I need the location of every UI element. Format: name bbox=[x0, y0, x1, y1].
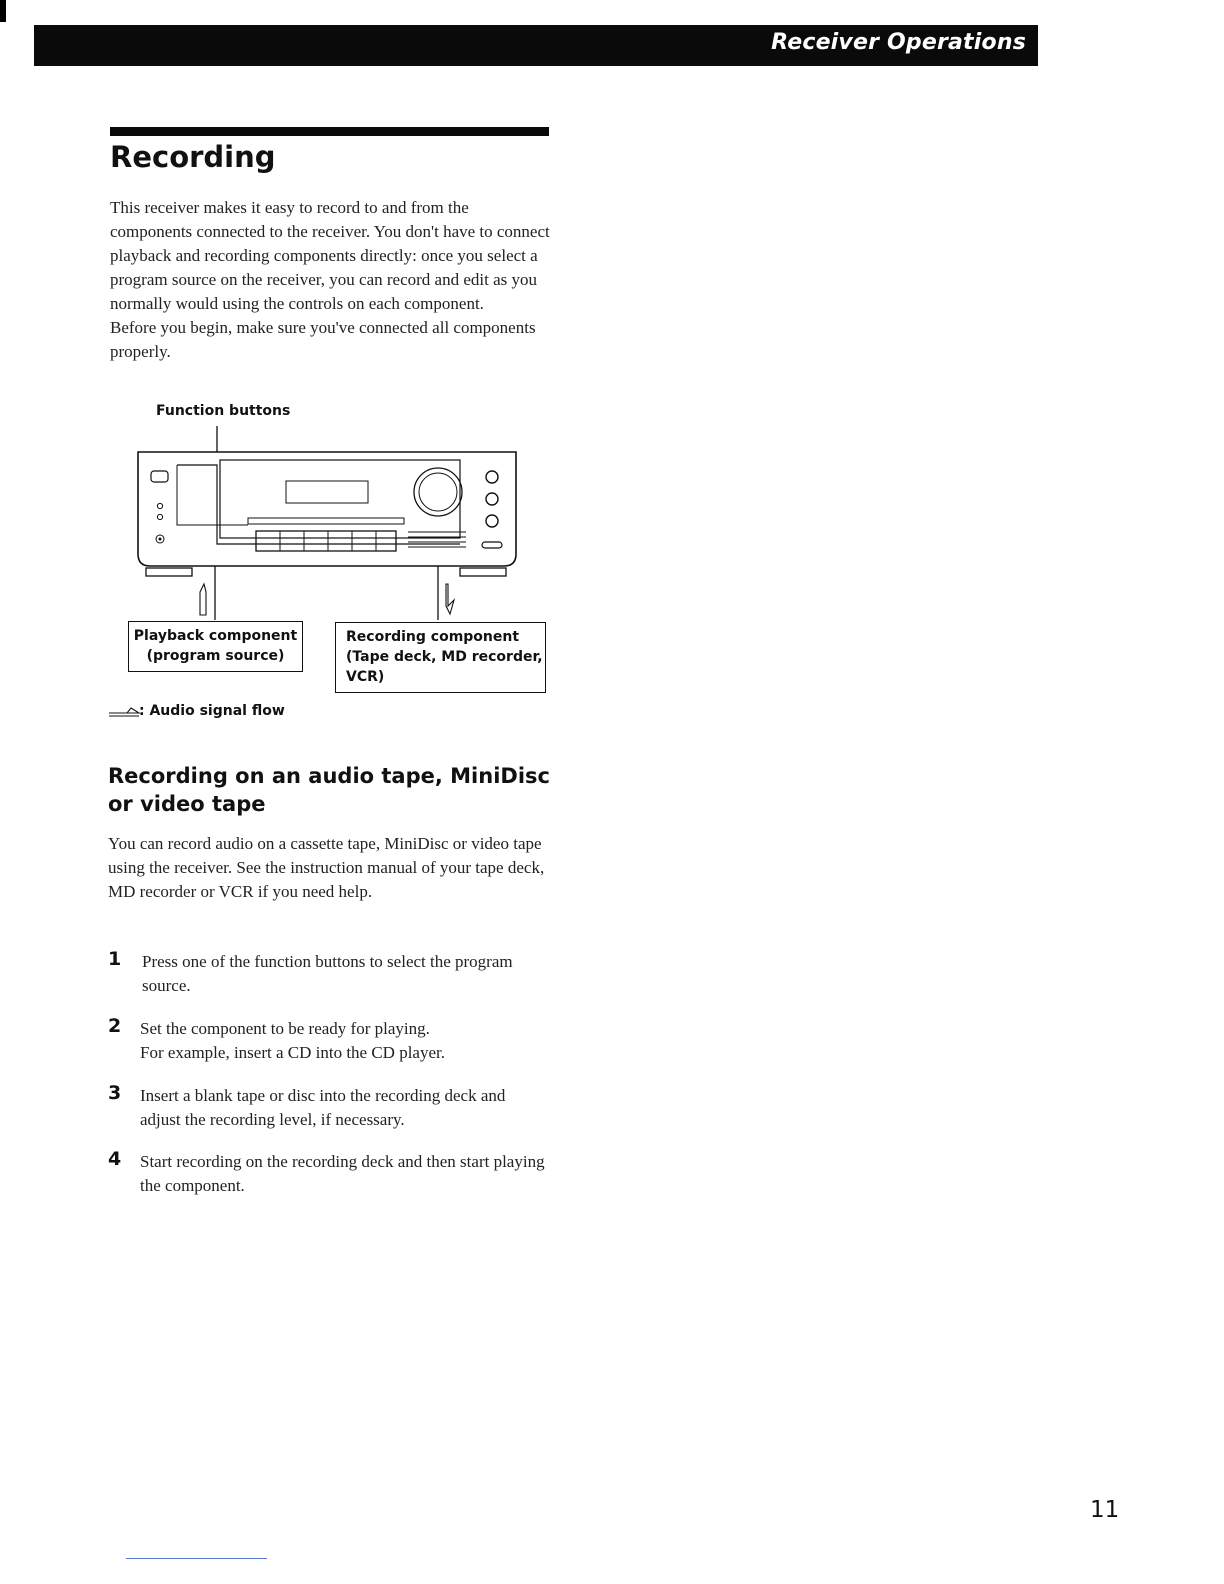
audio-flow-legend: : Audio signal flow bbox=[139, 703, 285, 719]
step-text: Set the component to be ready for playing. bbox=[140, 1019, 430, 1038]
step-number: 1 bbox=[108, 948, 122, 970]
receiver-diagram bbox=[120, 420, 560, 620]
step-number: 3 bbox=[108, 1082, 122, 1104]
title-rule bbox=[110, 127, 549, 136]
audio-flow-icon bbox=[107, 704, 143, 718]
edge-mark bbox=[0, 0, 6, 22]
playback-flow-arrow bbox=[200, 584, 206, 615]
step-text: Press one of the function buttons to select the program source. bbox=[142, 952, 513, 995]
step-text-example: For example, insert a CD into the CD player. bbox=[140, 1043, 445, 1062]
step-number: 2 bbox=[108, 1015, 122, 1037]
intro-paragraph-1: This receiver makes it easy to record to and from the components connected to the receiver. You don't have to connect playback and recording components directly: once you select a program source on the receiver, you can record and edit as you normally would using the controls on each component. bbox=[110, 198, 550, 313]
intro-paragraph-2: Before you begin, make sure you've connected all components properly. bbox=[110, 318, 536, 361]
recording-component-box bbox=[335, 622, 546, 693]
section-body: You can record audio on a cassette tape, MiniDisc or video tape using the receiver. See the instruction manual of your tape deck, MD recorder or VCR if you need help. bbox=[108, 834, 545, 901]
page-number: 11 bbox=[1090, 1497, 1120, 1523]
recording-line-2: (Tape deck, MD recorder, bbox=[346, 649, 543, 665]
receiver-front-panel bbox=[138, 452, 516, 576]
header-section-title: Receiver Operations bbox=[771, 30, 1026, 55]
page-title: Recording bbox=[110, 140, 276, 174]
step-number: 4 bbox=[108, 1148, 122, 1170]
step-text: Insert a blank tape or disc into the recording deck and adjust the recording level, if necessary. bbox=[140, 1086, 506, 1129]
playback-line-1: Playback component bbox=[133, 628, 298, 644]
playback-component-box bbox=[128, 621, 303, 672]
step-text: Start recording on the recording deck and then start playing the component. bbox=[140, 1152, 545, 1195]
recording-line-1: Recording component bbox=[346, 629, 520, 645]
recording-flow-arrow bbox=[446, 584, 454, 614]
recording-line-3: VCR) bbox=[346, 669, 385, 685]
function-buttons-label: Function buttons bbox=[156, 403, 291, 419]
intro-text bbox=[110, 196, 550, 364]
header-bar bbox=[34, 25, 1038, 66]
section-heading: Recording on an audio tape, MiniDisc or video tape bbox=[108, 764, 550, 816]
footer-line bbox=[126, 1558, 267, 1559]
playback-line-2: (program source) bbox=[146, 648, 285, 664]
